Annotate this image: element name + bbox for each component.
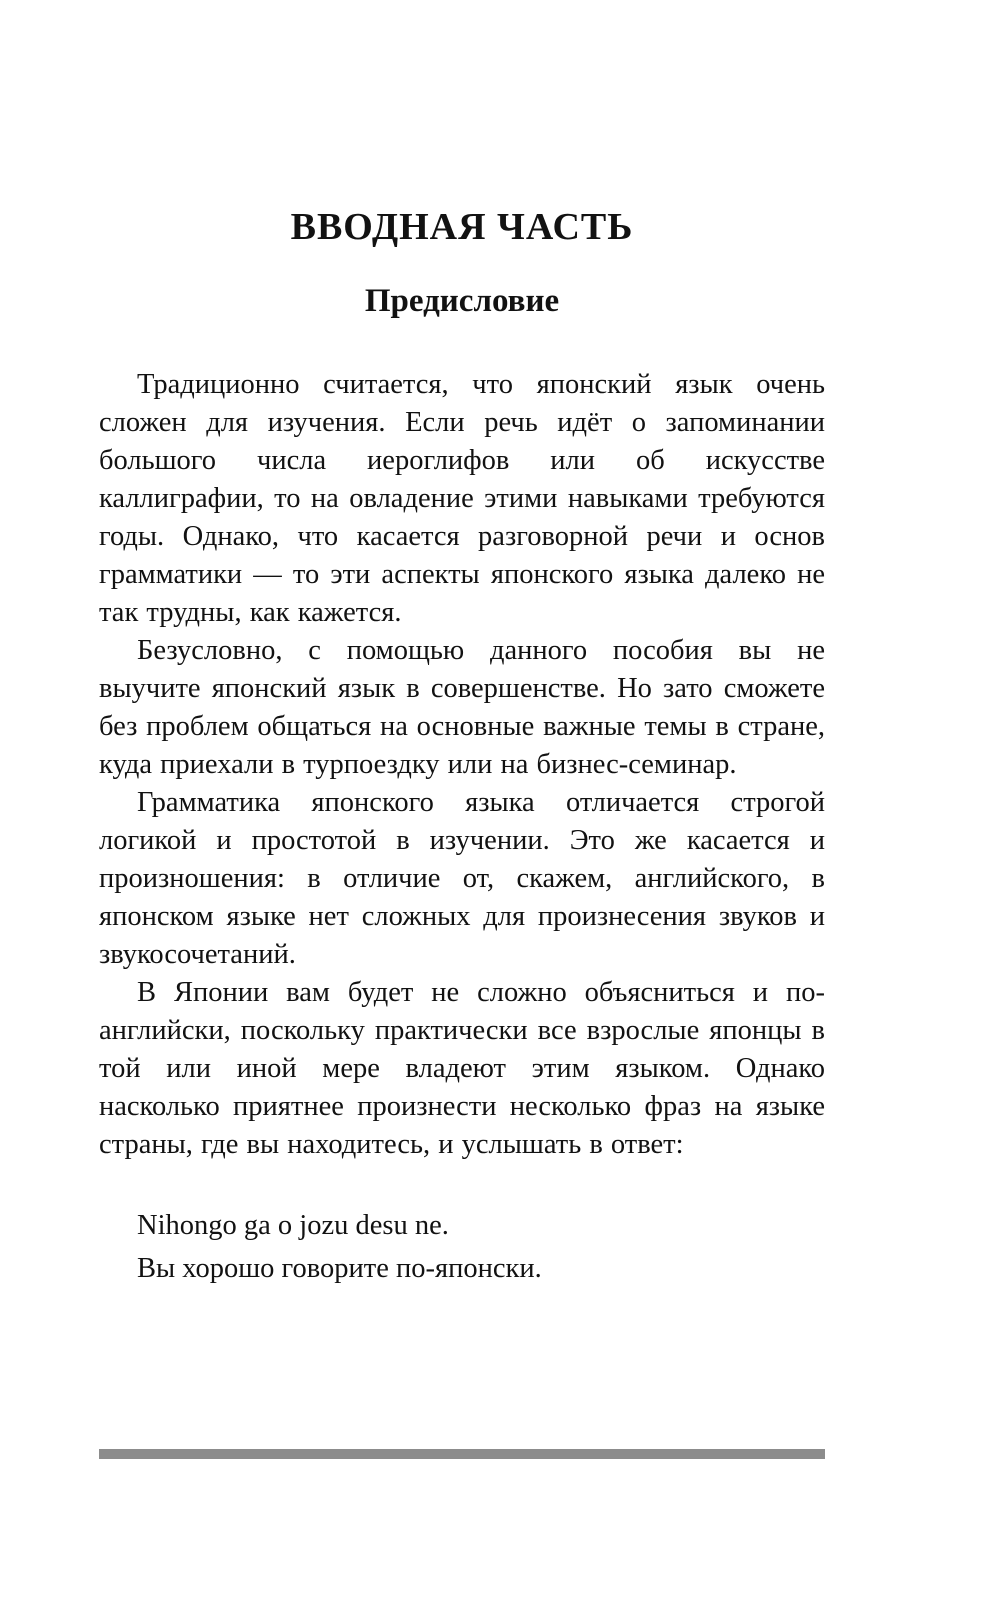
example-translation: Вы хорошо говорите по-японски. [137, 1253, 542, 1284]
body-text [99, 366, 825, 1164]
paragraph: Безусловно, с помощью данного пособия вы не выучите японский язык в совершенстве. Но зато сможете без проблем общаться на основные важные темы в стране, куда приехали в турпоездку или на бизнес-семинар. [99, 635, 825, 780]
paragraph: Традиционно считается, что японский язык очень сложен для изучения. Если речь идёт о запоминании большого числа иероглифов или об искусстве каллиграфии, то на овладение этими навыками требуются годы. Однако, что касается разговорной речи и основ грамматики — то эти аспекты японского языка далеко не так трудны, как кажется. [99, 369, 825, 628]
example-romaji: Nihongo ga o jozu desu ne. [137, 1210, 449, 1241]
chapter-title: Предисловие [364, 283, 560, 319]
paragraph: В Японии вам будет не сложно объясниться и по-английски, поскольку практически все взрослые японцы в той или иной мере владеют этим языком. Однако насколько приятнее произнести несколько фраз на языке страны, где вы находитесь, и услышать в ответ: [99, 977, 825, 1160]
example-block [99, 1204, 825, 1290]
section-title: ВВОДНАЯ ЧАСТЬ [290, 206, 634, 248]
text-column [99, 0, 825, 1290]
footer-rule [99, 1449, 825, 1459]
paragraph: Грамматика японского языка отличается строгой логикой и простотой в изучении. Это же касается и произношения: в отличие от, скажем, английского, в японском языке нет сложных для произнесения звуков и звукосочетаний. [99, 787, 825, 970]
